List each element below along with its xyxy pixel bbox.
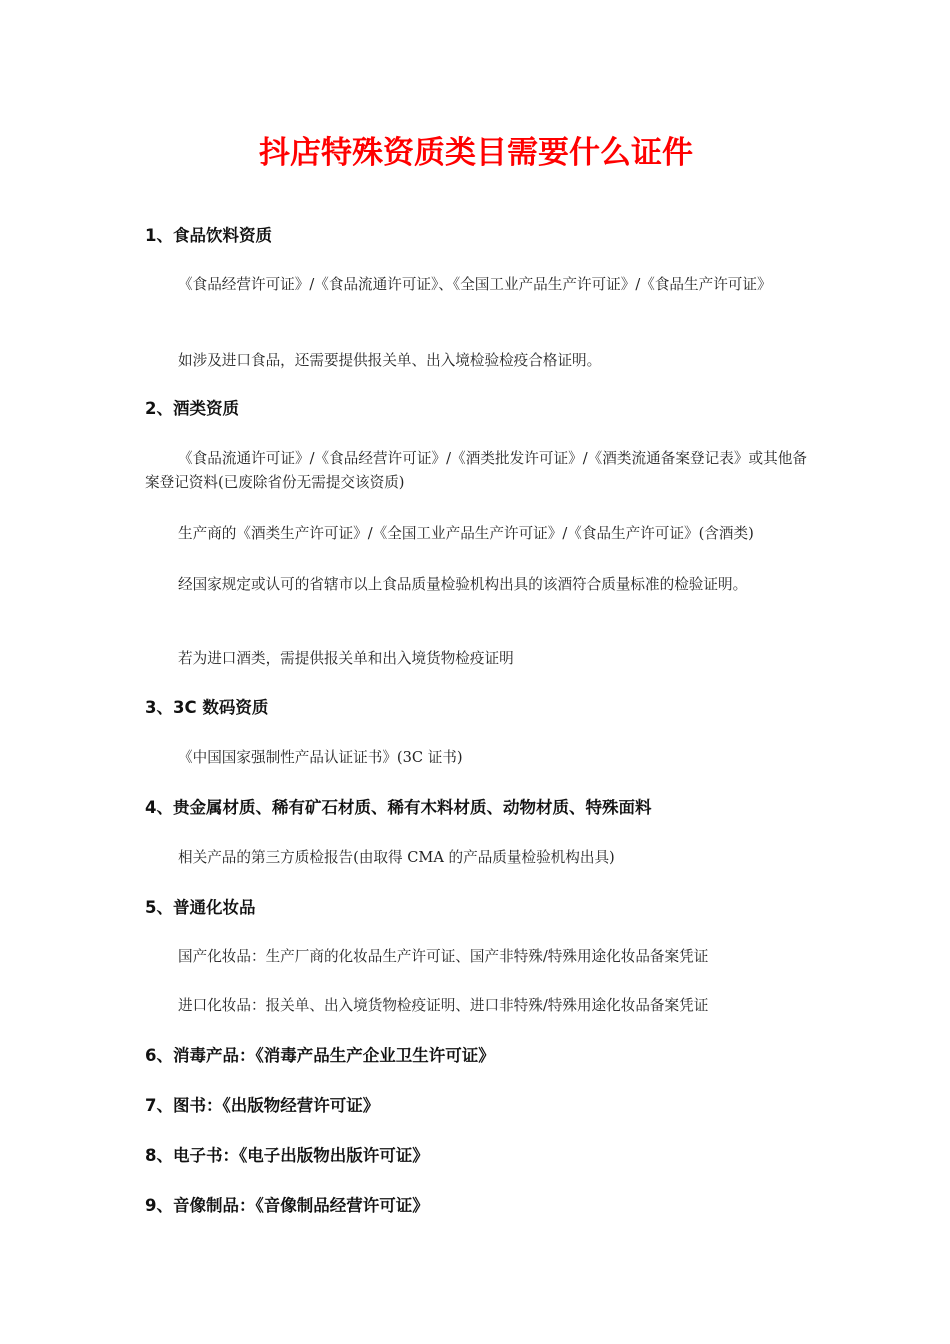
section-paragraph: 进口化妆品：报关单、出入境货物检疫证明、进口非特殊/特殊用途化妆品备案凭证 <box>178 997 709 1014</box>
section-heading-special-materials: 4、贵金属材质、稀有矿石材质、稀有木料材质、动物材质、特殊面料 <box>145 798 652 817</box>
section-paragraph: 《中国国家强制性产品认证证书》(3C 证书) <box>178 749 463 766</box>
section-paragraph: 国产化妆品：生产厂商的化妆品生产许可证、国产非特殊/特殊用途化妆品备案凭证 <box>178 948 709 965</box>
section-paragraph: 经国家规定或认可的省辖市以上食品质量检验机构出具的该酒符合质量标准的检验证明。 <box>178 576 748 593</box>
section-paragraph: 生产商的《酒类生产许可证》/《全国工业产品生产许可证》/《食品生产许可证》(含酒类) <box>178 525 754 542</box>
section-heading-audio-video: 9、音像制品：《音像制品经营许可证》 <box>145 1196 429 1215</box>
section-heading-alcohol: 2、酒类资质 <box>145 399 239 418</box>
section-heading-food-beverage: 1、食品饮料资质 <box>145 226 272 245</box>
section-heading-3c-digital: 3、3C 数码资质 <box>145 698 269 717</box>
section-paragraph: 相关产品的第三方质检报告(由取得 CMA 的产品质量检验机构出具) <box>178 849 615 866</box>
section-heading-books: 7、图书：《出版物经营许可证》 <box>145 1096 380 1115</box>
section-paragraph: 如涉及进口食品，还需要提供报关单、出入境检验检疫合格证明。 <box>178 352 602 369</box>
section-paragraph: 若为进口酒类，需提供报关单和出入境货物检疫证明 <box>178 650 514 667</box>
section-heading-cosmetics: 5、普通化妆品 <box>145 898 256 917</box>
document-title: 抖店特殊资质类目需要什么证件 <box>259 135 693 171</box>
section-paragraph: 《食品经营许可证》/《食品流通许可证》、《全国工业产品生产许可证》/《食品生产许可证》 <box>178 276 772 293</box>
section-paragraph: 《食品流通许可证》/《食品经营许可证》/《酒类批发许可证》/《酒类流通备案登记表》或其他备案登记资料(已废除省份无需提交该资质) <box>145 450 807 491</box>
section-heading-disinfection: 6、消毒产品：《消毒产品生产企业卫生许可证》 <box>145 1046 495 1065</box>
section-heading-ebooks: 8、电子书：《电子出版物出版许可证》 <box>145 1146 429 1165</box>
